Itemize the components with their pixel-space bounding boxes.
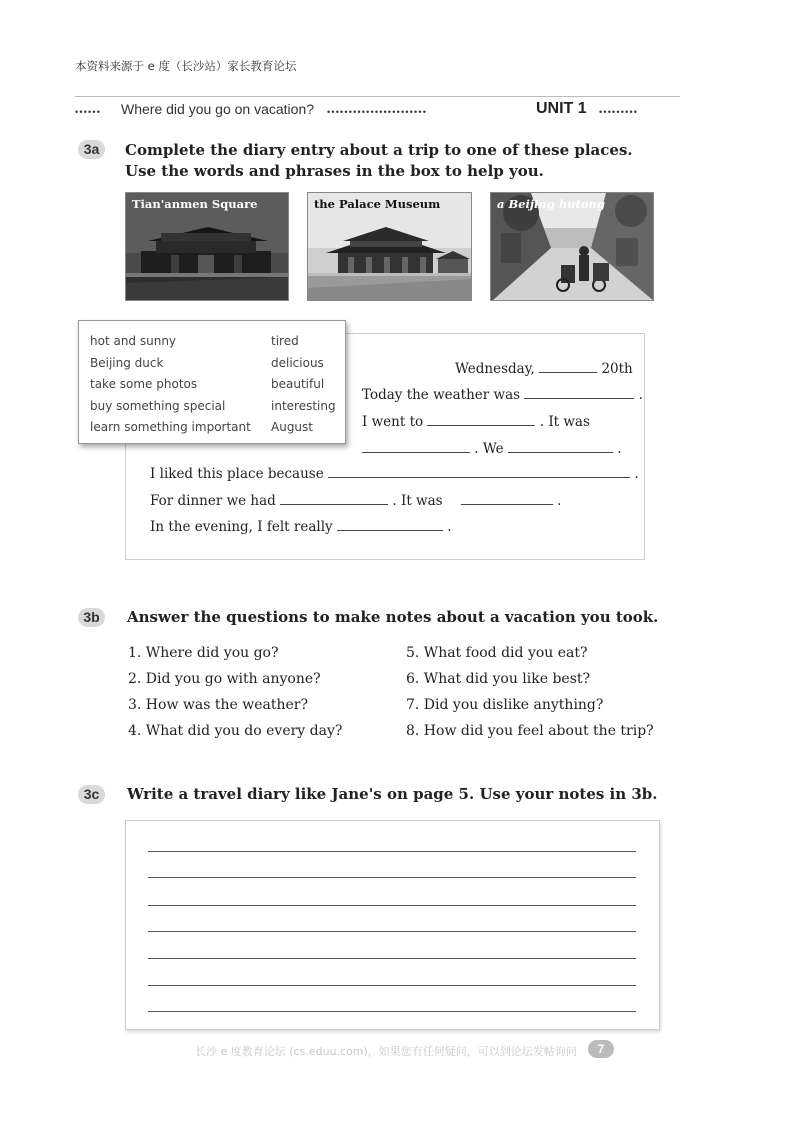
- blank-food[interactable]: [280, 504, 388, 505]
- word-item: August: [271, 420, 313, 435]
- header-dots-left: ••••••: [75, 107, 102, 117]
- footer-note: 长沙 e 度教育论坛 (cs.eduu.com)，如果您有任何疑问，可以到论坛发帖询问: [195, 1045, 577, 1058]
- blank-place[interactable]: [427, 425, 535, 426]
- word-item: buy something special: [90, 398, 226, 413]
- period: .: [638, 387, 643, 403]
- question-item: 3. How was the weather?: [128, 697, 308, 713]
- page-number: 7: [588, 1040, 614, 1058]
- instruction-3a-line2: Use the words and phrases in the box to help you.: [125, 162, 544, 180]
- diary-line-we: [362, 441, 622, 457]
- badge-3c: 3c: [78, 785, 105, 804]
- unit-label: UNIT 1: [536, 100, 587, 117]
- diary-we-text: . We: [474, 441, 504, 457]
- instruction-3b: Answer the questions to make notes about a vacation you took.: [127, 608, 659, 626]
- question-item: 8. How did you feel about the trip?: [406, 723, 654, 739]
- source-note: 本资料来源于 e 度（长沙站）家长教育论坛: [75, 59, 297, 73]
- word-item: interesting: [271, 398, 336, 413]
- period: .: [447, 519, 452, 535]
- word-item: learn something important: [90, 420, 251, 435]
- writing-box[interactable]: [125, 820, 660, 1030]
- photo-label-hutong: a Beijing hutong: [497, 197, 605, 211]
- blank-date[interactable]: [539, 372, 597, 373]
- diary-line-evening: [150, 519, 452, 535]
- writing-line[interactable]: [148, 985, 636, 986]
- diary-dinner-text: For dinner we had: [150, 493, 276, 509]
- question-item: 6. What did you like best?: [406, 671, 591, 687]
- period: .: [557, 493, 562, 509]
- blank-weather[interactable]: [524, 398, 634, 399]
- word-box-col2: [271, 331, 336, 439]
- page-header: [75, 100, 685, 122]
- writing-line[interactable]: [148, 877, 636, 878]
- beijing-hutong-photo: [490, 192, 654, 301]
- photo-label-palace: the Palace Museum: [314, 197, 441, 211]
- word-item: delicious: [271, 355, 324, 370]
- diary-it-was-text: . It was: [539, 414, 590, 430]
- question-item: 7. Did you dislike anything?: [406, 697, 604, 713]
- diary-date-suffix: 20th: [601, 361, 633, 377]
- diary-date-line: [455, 361, 633, 377]
- diary-line-liked: [150, 466, 639, 482]
- diary-line-weather: [362, 387, 643, 403]
- writing-line[interactable]: [148, 851, 636, 852]
- blank-activity[interactable]: [508, 452, 613, 453]
- diary-went-text: I went to: [362, 414, 424, 430]
- question-item: 4. What did you do every day?: [128, 723, 343, 739]
- diary-evening-text: In the evening, I felt really: [150, 519, 333, 535]
- word-box: [78, 320, 346, 444]
- word-item: tired: [271, 334, 299, 348]
- instruction-3c: Write a travel diary like Jane's on page 5. Use your notes in 3b.: [127, 785, 658, 803]
- question-item: 1. Where did you go?: [128, 645, 279, 661]
- blank-reason[interactable]: [328, 477, 630, 478]
- instruction-3a-line1: Complete the diary entry about a trip to one of these places.: [125, 141, 633, 159]
- header-rule: [75, 96, 680, 97]
- word-item: hot and sunny: [90, 334, 177, 348]
- word-item: Beijing duck: [90, 355, 164, 370]
- question-item: 2. Did you go with anyone?: [128, 671, 321, 687]
- diary-liked-text: I liked this place because: [150, 466, 324, 482]
- question-item: 5. What food did you eat?: [406, 645, 588, 661]
- blank-food-adjective[interactable]: [461, 504, 553, 505]
- badge-3b: 3b: [78, 608, 105, 627]
- instruction-3a: [125, 140, 633, 182]
- writing-line[interactable]: [148, 958, 636, 959]
- word-item: beautiful: [271, 377, 325, 392]
- writing-line[interactable]: [148, 931, 636, 932]
- header-dots-mid: •••••••••••••••••••••••: [327, 107, 428, 117]
- writing-line[interactable]: [148, 905, 636, 906]
- diary-weather-text: Today the weather was: [362, 387, 521, 403]
- badge-3a: 3a: [78, 140, 105, 159]
- header-dots-right: •••••••••: [599, 107, 639, 117]
- period: .: [634, 466, 639, 482]
- period: .: [617, 441, 622, 457]
- diary-date-day: Wednesday,: [455, 361, 535, 377]
- unit-title: Where did you go on vacation?: [121, 101, 315, 117]
- diary-food-it-was-text: . It was: [392, 493, 443, 509]
- writing-line[interactable]: [148, 1011, 636, 1012]
- blank-feeling[interactable]: [337, 530, 443, 531]
- diary-line-dinner: [150, 493, 561, 509]
- palace-museum-photo: [307, 192, 472, 301]
- word-item: take some photos: [90, 377, 198, 392]
- photo-label-tiananmen: Tian'anmen Square: [132, 197, 258, 211]
- tiananmen-gate-photo: [125, 192, 289, 301]
- word-box-col1: [90, 331, 251, 439]
- diary-line-went: [362, 414, 590, 430]
- blank-place-adjective[interactable]: [362, 452, 470, 453]
